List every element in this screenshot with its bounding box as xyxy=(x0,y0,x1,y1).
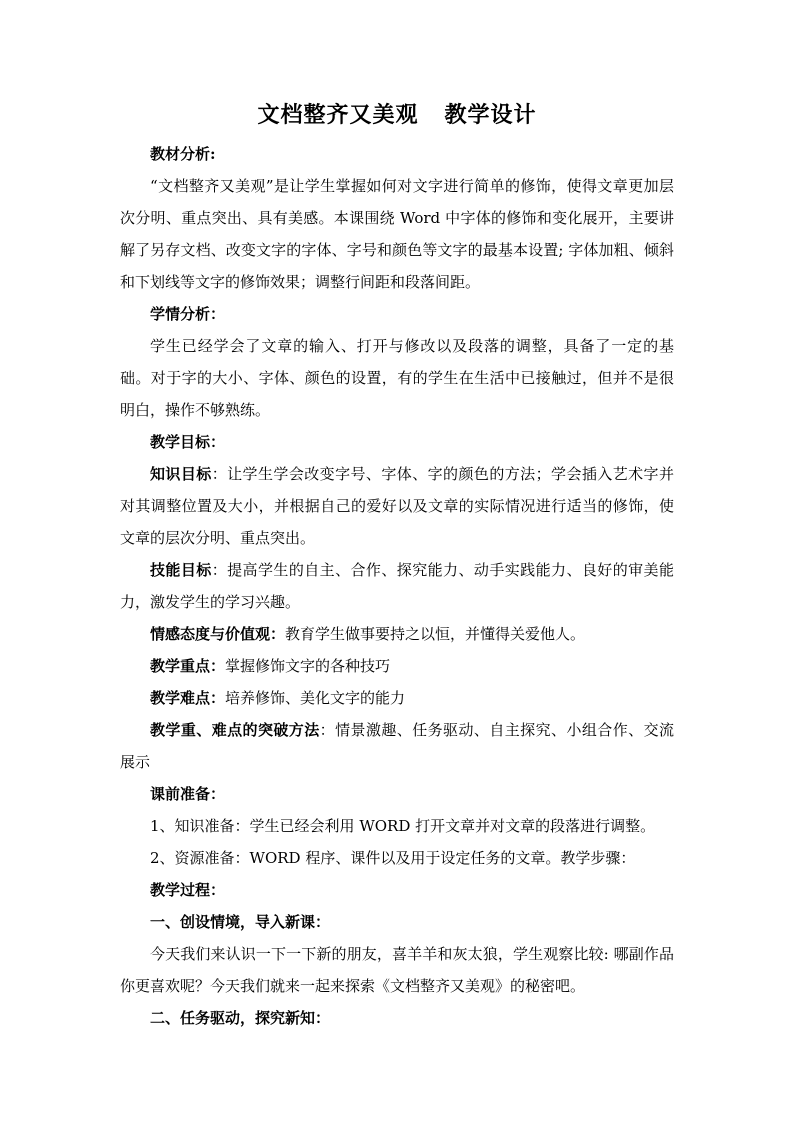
step1-paragraph: 今天我们来认识一下一下新的朋友，喜羊羊和灰太狼，学生观察比较: 哪副作品你更喜欢呢？今天我们就来一起来探索《文档整齐又美观》的秘密吧。 xyxy=(120,945,674,995)
method-text: ：情景激趣、任务驱动、自主探究、小组合作、交流展示 xyxy=(120,721,674,771)
key-point xyxy=(120,650,674,682)
skill-label: 技能目标 xyxy=(150,561,212,579)
difficult-text: 培养修饰、美化文字的能力 xyxy=(225,689,406,707)
key-label: 教学重点： xyxy=(150,657,226,675)
skill-goal xyxy=(120,554,674,618)
method-point xyxy=(120,714,674,778)
student-paragraph: 学生已经学会了文章的输入、打开与修改以及段落的调整，具备了一定的基础。对于字的大小、字体、颜色的设置，有的学生在生活中已接触过，但并不是很明白，操作不够熟练。 xyxy=(120,337,674,419)
knowledge-label: 知识目标 xyxy=(150,465,212,483)
title-main: 文档整齐又美观 xyxy=(257,102,419,128)
emotion-goal xyxy=(120,618,674,650)
knowledge-goal xyxy=(120,458,674,554)
prep-item-2: 2、资源准备：WORD 程序、课件以及用于设定任务的文章。教学步骤： xyxy=(150,849,636,867)
process-heading: 教学过程： xyxy=(150,881,226,899)
difficult-point xyxy=(120,682,674,714)
emotion-label: 情感态度与价值观： xyxy=(150,625,286,643)
student-heading: 学情分析： xyxy=(150,305,226,323)
prep-heading: 课前准备： xyxy=(150,785,226,803)
method-label: 教学重、难点的突破方法 xyxy=(150,721,320,739)
analysis-paragraph: “文档整齐又美观”是让学生掌握如何对文字进行简单的修饰，使得文章更加层次分明、重点突出、具有美感。本课围绕 Word 中字体的修饰和变化展开，主要讲解了另存文档、改变文字的字体、字号和颜色等文字的最基本设置; 字体加粗、倾斜和下划线等文字的修饰效果；调整行间距和段落间距。 xyxy=(120,177,674,291)
goals-heading: 教学目标： xyxy=(150,433,226,451)
emotion-text: 教育学生做事要持之以恒，并懂得关爱他人。 xyxy=(285,625,586,643)
step2-heading: 二、任务驱动，探究新知： xyxy=(150,1009,331,1027)
title-sub: 教学设计 xyxy=(444,102,537,128)
knowledge-text: ：让学生学会改变字号、字体、字的颜色的方法；学会插入艺术字并对其调整位置及大小，并根据自己的爱好以及文章的实际情况进行适当的修饰，使文章的层次分明、重点突出。 xyxy=(120,465,674,547)
skill-text: ：提高学生的自主、合作、探究能力、动手实践能力、良好的审美能力，激发学生的学习兴趣。 xyxy=(120,561,674,611)
key-text: 掌握修饰文字的各种技巧 xyxy=(225,657,391,675)
analysis-heading: 教材分析: xyxy=(150,145,216,163)
prep-item-1: 1、知识准备：学生已经会利用 WORD 打开文章并对文章的段落进行调整。 xyxy=(150,817,656,835)
difficult-label: 教学难点： xyxy=(150,689,226,707)
document-title xyxy=(120,100,674,130)
step1-heading: 一、创设情境，导入新课： xyxy=(150,913,331,931)
